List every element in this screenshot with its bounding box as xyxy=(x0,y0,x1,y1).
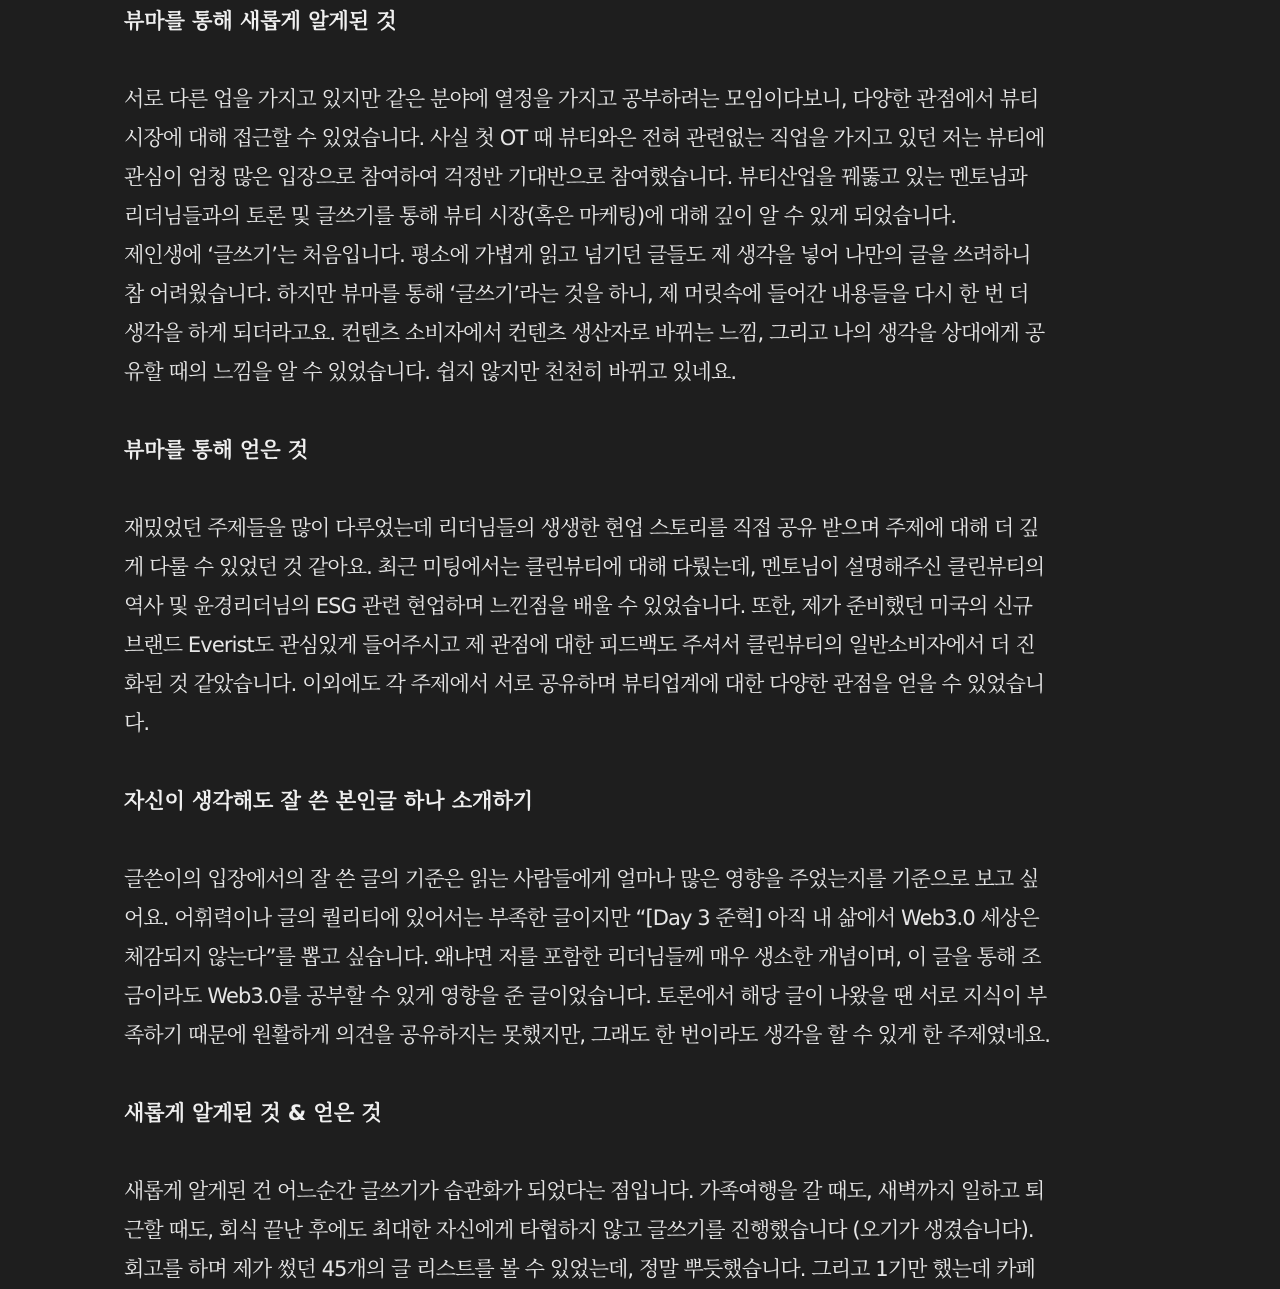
paragraph-new-learnings xyxy=(124,80,1164,392)
spacer xyxy=(124,470,1164,509)
article-body xyxy=(124,2,1164,1289)
text-line: 글쓴이의 입장에서의 잘 쓴 글의 기준은 읽는 사람들에게 얼마나 많은 영향을 주었는지를 기준으로 보고 싶 xyxy=(124,867,1039,891)
text-line: 새롭게 알게된 건 어느순간 글쓰기가 습관화가 되었다는 점입니다. 가족여행을 갈 때도, 새벽까지 일하고 퇴 xyxy=(124,1179,1045,1203)
section-heading-learnings-and-gains: 새롭게 알게된 것 & 얻은 것 xyxy=(124,1101,382,1125)
text-line: 관심이 엄청 많은 입장으로 참여하여 걱정반 기대반으로 참여했습니다. 뷰티산업을 꿰뚫고 있는 멘토님과 xyxy=(124,165,1027,189)
text-line: 제인생에 ‘글쓰기’는 처음입니다. 평소에 가볍게 읽고 넘기던 글들도 제 생각을 넣어 나만의 글을 쓰려하니 xyxy=(124,243,1031,267)
spacer xyxy=(124,41,1164,80)
text-line: 족하기 때문에 원활하게 의견을 공유하지는 못했지만, 그래도 한 번이라도 생각을 할 수 있게 한 주제였네요. xyxy=(124,1023,1050,1047)
text-line: 회고를 하며 제가 썼던 45개의 글 리스트를 볼 수 있었는데, 정말 뿌듯했습니다. 그리고 1기만 했는데 카페 xyxy=(124,1257,1035,1281)
text-line: 서로 다른 업을 가지고 있지만 같은 분야에 열정을 가지고 공부하려는 모임이다보니, 다양한 관점에서 뷰티 xyxy=(124,87,1039,111)
text-line: 참 어려웠습니다. 하지만 뷰마를 통해 ‘글쓰기’라는 것을 하니, 제 머릿속에 들어간 내용들을 다시 한 번 더 xyxy=(124,282,1029,306)
paragraph-best-post xyxy=(124,860,1164,1055)
text-line: 브랜드 Everist도 관심있게 들어주시고 제 관점에 대한 피드백도 주셔서 클린뷰티의 일반소비자에서 더 진 xyxy=(124,633,1035,657)
spacer xyxy=(124,1055,1164,1094)
text-line: 생각을 하게 되더라고요. 컨텐츠 소비자에서 컨텐츠 생산자로 바뀌는 느낌, 그리고 나의 생각을 상대에게 공 xyxy=(124,321,1045,345)
spacer xyxy=(124,743,1164,782)
section-heading-new-learnings: 뷰마를 통해 새롭게 알게된 것 xyxy=(124,9,397,33)
text-line: 다. xyxy=(124,711,150,735)
spacer xyxy=(124,1133,1164,1172)
spacer xyxy=(124,821,1164,860)
text-line: 화된 것 같았습니다. 이외에도 각 주제에서 서로 공유하며 뷰티업계에 대한 다양한 관점을 얻을 수 있었습니 xyxy=(124,672,1045,696)
section-heading-gains: 뷰마를 통해 얻은 것 xyxy=(124,438,309,462)
text-line: 재밌었던 주제들을 많이 다루었는데 리더님들의 생생한 현업 스토리를 직접 공유 받으며 주제에 대해 더 깊 xyxy=(124,516,1039,540)
text-line: 어요. 어휘력이나 글의 퀄리티에 있어서는 부족한 글이지만 “[Day 3 준혁] 아직 내 삶에서 Web3.0 세상은 xyxy=(124,906,1039,930)
text-line: 체감되지 않는다”를 뽑고 싶습니다. 왜냐면 저를 포함한 리더님들께 매우 생소한 개념이며, 이 글을 통해 조 xyxy=(124,945,1041,969)
spacer xyxy=(124,392,1164,431)
text-line: 금이라도 Web3.0를 공부할 수 있게 영향을 준 글이었습니다. 토론에서 해당 글이 나왔을 땐 서로 지식이 부 xyxy=(124,984,1047,1008)
paragraph-gains xyxy=(124,509,1164,743)
text-line: 시장에 대해 접근할 수 있었습니다. 사실 첫 OT 때 뷰티와은 전혀 관련없는 직업을 가지고 있던 저는 뷰티에 xyxy=(124,126,1045,150)
text-line: 근할 때도, 회식 끝난 후에도 최대한 자신에게 타협하지 않고 글쓰기를 진행했습니다 (오기가 생겼습니다). xyxy=(124,1218,1034,1242)
section-heading-best-post: 자신이 생각해도 잘 쓴 본인글 하나 소개하기 xyxy=(124,789,534,813)
text-line: 역사 및 윤경리더님의 ESG 관련 현업하며 느낀점을 배울 수 있었습니다. 또한, 제가 준비했던 미국의 신규 xyxy=(124,594,1033,618)
paragraph-learnings-and-gains xyxy=(124,1172,1164,1289)
text-line: 게 다룰 수 있었던 것 같아요. 최근 미팅에서는 클린뷰티에 대해 다뤘는데, 멘토님이 설명해주신 클린뷰티의 xyxy=(124,555,1045,579)
text-line: 유할 때의 느낌을 알 수 있었습니다. 쉽지 않지만 천천히 바뀌고 있네요. xyxy=(124,360,737,384)
text-line: 리더님들과의 토론 및 글쓰기를 통해 뷰티 시장(혹은 마케팅)에 대해 깊이 알 수 있게 되었습니다. xyxy=(124,204,957,228)
